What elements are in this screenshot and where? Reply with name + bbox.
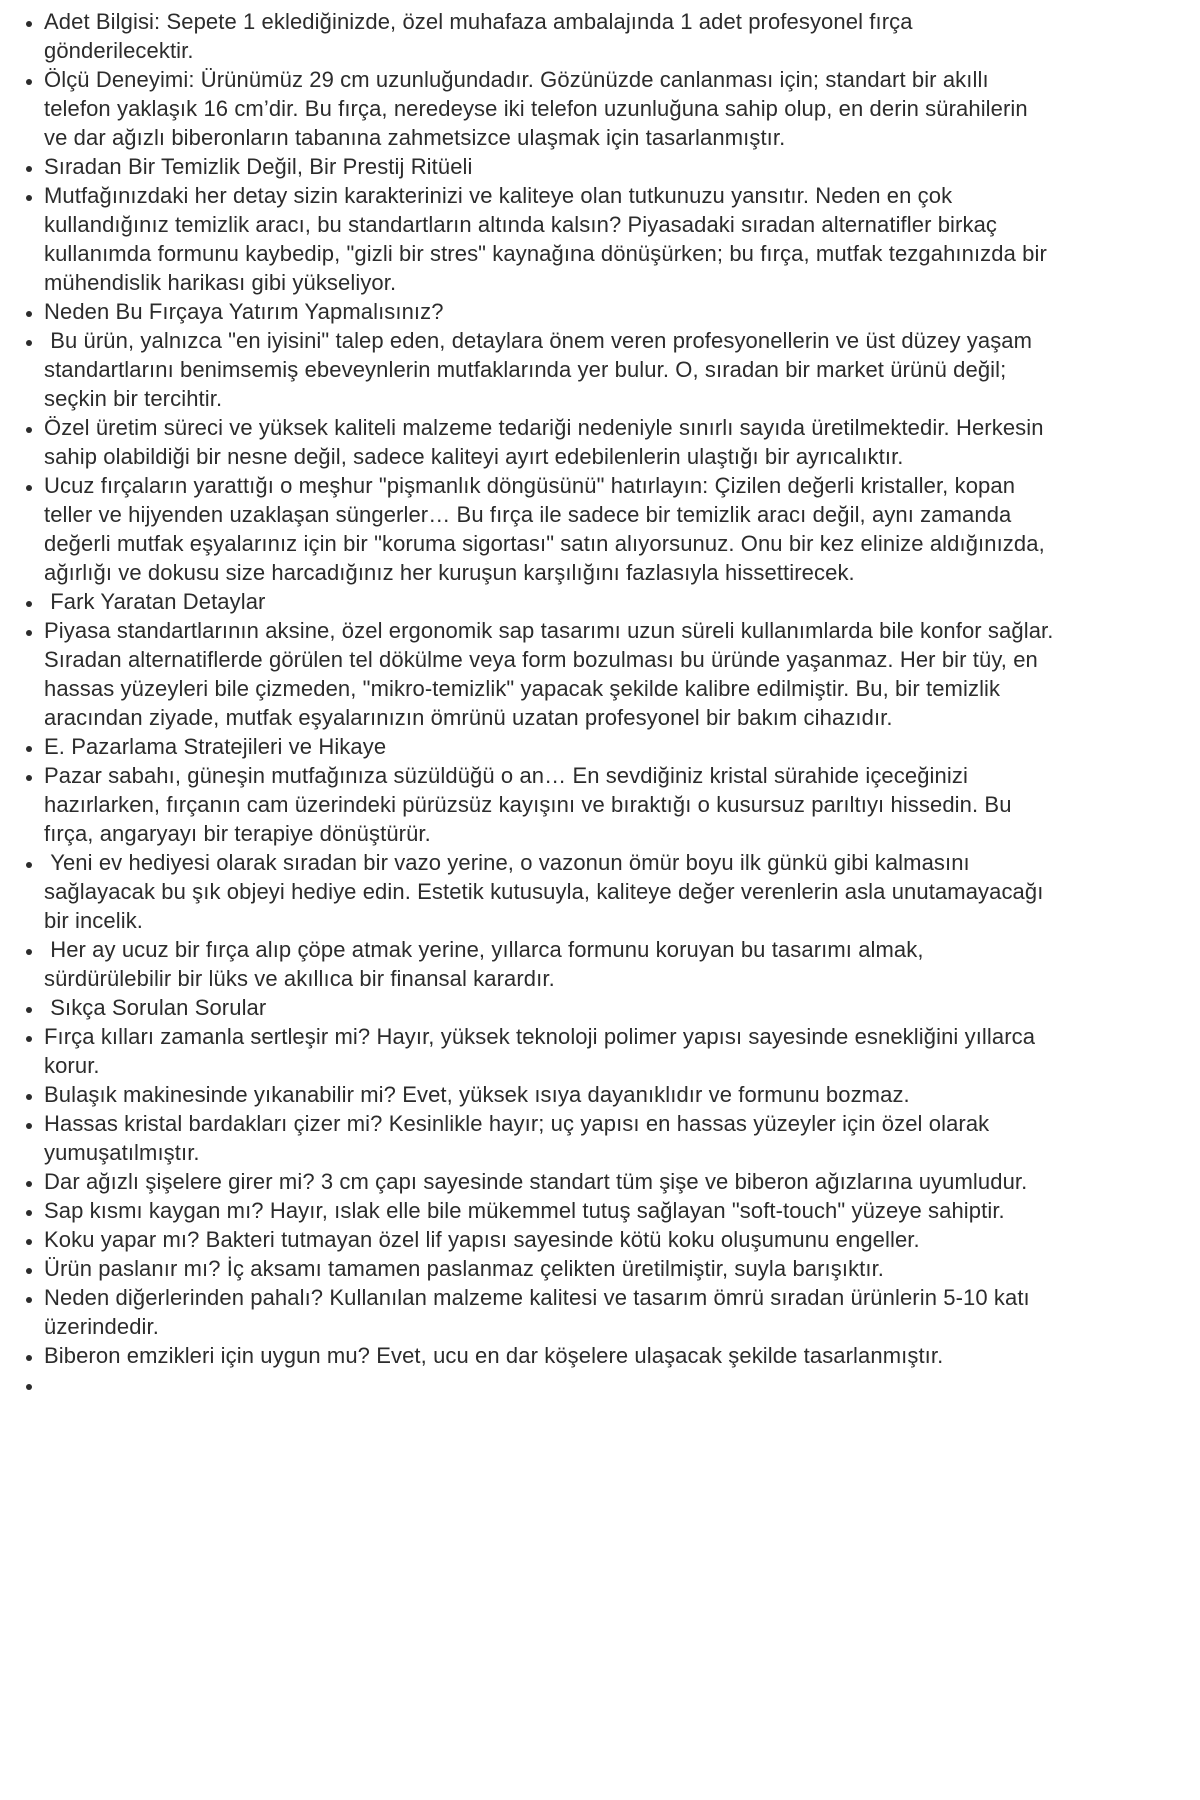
list-item: • Sıkça Sorulan Sorular xyxy=(44,993,1054,1022)
list-item: • Fark Yaratan Detaylar xyxy=(44,587,1054,616)
list-item: • Ürün paslanır mı? İç aksamı tamamen paslanmaz çelikten üretilmiştir, suyla barışıktır. xyxy=(44,1254,1054,1283)
list-item: • Adet Bilgisi: Sepete 1 eklediğinizde, özel muhafaza ambalajında 1 adet profesyonel fırça gönderilecektir. xyxy=(44,7,1054,65)
list-item: • Her ay ucuz bir fırça alıp çöpe atmak yerine, yıllarca formunu koruyan bu tasarımı almak, sürdürülebilir bir lüks ve akıllıca bir finansal karardır. xyxy=(44,935,1054,993)
list-item: • Hassas kristal bardakları çizer mi? Kesinlikle hayır; uç yapısı en hassas yüzeyler için özel olarak yumuşatılmıştır. xyxy=(44,1109,1054,1167)
list-item: • Sıradan Bir Temizlik Değil, Bir Prestij Ritüeli xyxy=(44,152,1054,181)
list-item: • Mutfağınızdaki her detay sizin karakterinizi ve kaliteye olan tutkunuzu yansıtır. Neden en çok kullandığınız temizlik aracı, bu standartların altında kalsın? Piyasadaki sıradan alternatifler birkaç kullanımda formunu kaybedip, "gizli bir stres" kaynağına dönüşürken; bu fırça, mutfak tezgahınızda bir mühendislik harikası gibi yükseliyor. xyxy=(44,181,1054,297)
list-item: • Ölçü Deneyimi: Ürünümüz 29 cm uzunluğundadır. Gözünüzde canlanması için; standart bir akıllı telefon yaklaşık 16 cm’dir. Bu fırça, neredeyse iki telefon uzunluğuna sahip olup, en derin sürahilerin ve dar ağızlı biberonların tabanına zahmetsizce ulaşmak için tasarlanmıştır. xyxy=(44,65,1054,152)
list-item xyxy=(44,1370,1054,1399)
list-item: • Sap kısmı kaygan mı? Hayır, ıslak elle bile mükemmel tutuş sağlayan "soft-touch" yüzeye sahiptir. xyxy=(44,1196,1054,1225)
list-item: • Bu ürün, yalnızca "en iyisini" talep eden, detaylara önem veren profesyonellerin ve üst düzey yaşam standartlarını benimsemiş ebeveynlerin mutfaklarında yer bulur. O, sıradan bir market ürünü değil; seçkin bir tercihtir. xyxy=(44,326,1054,413)
list-item: • E. Pazarlama Stratejileri ve Hikaye xyxy=(44,732,1054,761)
list-item: • Neden Bu Fırçaya Yatırım Yapmalısınız? xyxy=(44,297,1054,326)
list-item: • Fırça kılları zamanla sertleşir mi? Hayır, yüksek teknoloji polimer yapısı sayesinde esnekliğini yıllarca korur. xyxy=(44,1022,1054,1080)
list-item: • Piyasa standartlarının aksine, özel ergonomik sap tasarımı uzun süreli kullanımlarda bile konfor sağlar. Sıradan alternatiflerde görülen tel dökülme veya form bozulması bu üründe yaşanmaz. Her bir tüy, en hassas yüzeyleri bile çizmeden, "mikro-temizlik" yapacak şekilde kalibre edilmiştir. Bu, bir temizlik aracından ziyade, mutfak eşyalarınızın ömrünü uzatan profesyonel bir bakım cihazıdır. xyxy=(44,616,1054,732)
list-item: • Ucuz fırçaların yarattığı o meşhur "pişmanlık döngüsünü" hatırlayın: Çizilen değerli kristaller, kopan teller ve hijyenden uzaklaşan süngerler… Bu fırça ile sadece bir temizlik aracı değil, aynı zamanda değerli mutfak eşyalarınız için bir "koruma sigortası" satın alıyorsunuz. Onu bir kez elinize aldığınızda, ağırlığı ve dokusu size harcadığınız her kuruşun karşılığını fazlasıyla hissettirecek. xyxy=(44,471,1054,587)
list-item: • Koku yapar mı? Bakteri tutmayan özel lif yapısı sayesinde kötü koku oluşumunu engeller. xyxy=(44,1225,1054,1254)
list-item: • Dar ağızlı şişelere girer mi? 3 cm çapı sayesinde standart tüm şişe ve biberon ağızlarına uyumludur. xyxy=(44,1167,1054,1196)
list-item: • Yeni ev hediyesi olarak sıradan bir vazo yerine, o vazonun ömür boyu ilk günkü gibi kalmasını sağlayacak bu şık objeyi hediye edin. Estetik kutusuyla, kaliteye değer verenlerin asla unutamayacağı bir incelik. xyxy=(44,848,1054,935)
list-item: • Neden diğerlerinden pahalı? Kullanılan malzeme kalitesi ve tasarım ömrü sıradan ürünlerin 5-10 katı üzerindedir. xyxy=(44,1283,1054,1341)
list-item: • Bulaşık makinesinde yıkanabilir mi? Evet, yüksek ısıya dayanıklıdır ve formunu bozmaz. xyxy=(44,1080,1054,1109)
list-item: • Biberon emzikleri için uygun mu? Evet, ucu en dar köşelere ulaşacak şekilde tasarlanmıştır. xyxy=(44,1341,1054,1370)
list-item: • Pazar sabahı, güneşin mutfağınıza süzüldüğü o an… En sevdiğiniz kristal sürahide içeceğinizi hazırlarken, fırçanın cam üzerindeki pürüzsüz kayışını ve bıraktığı o kusursuz parıltıyı hissedin. Bu fırça, angaryayı bir terapiye dönüştürür. xyxy=(44,761,1054,848)
list-item: • Özel üretim süreci ve yüksek kaliteli malzeme tedariği nedeniyle sınırlı sayıda üretilmektedir. Herkesin sahip olabildiği bir nesne değil, sadece kaliteyi ayırt edebilenlerin ulaştığı bir ayrıcalıktır. xyxy=(44,413,1054,471)
